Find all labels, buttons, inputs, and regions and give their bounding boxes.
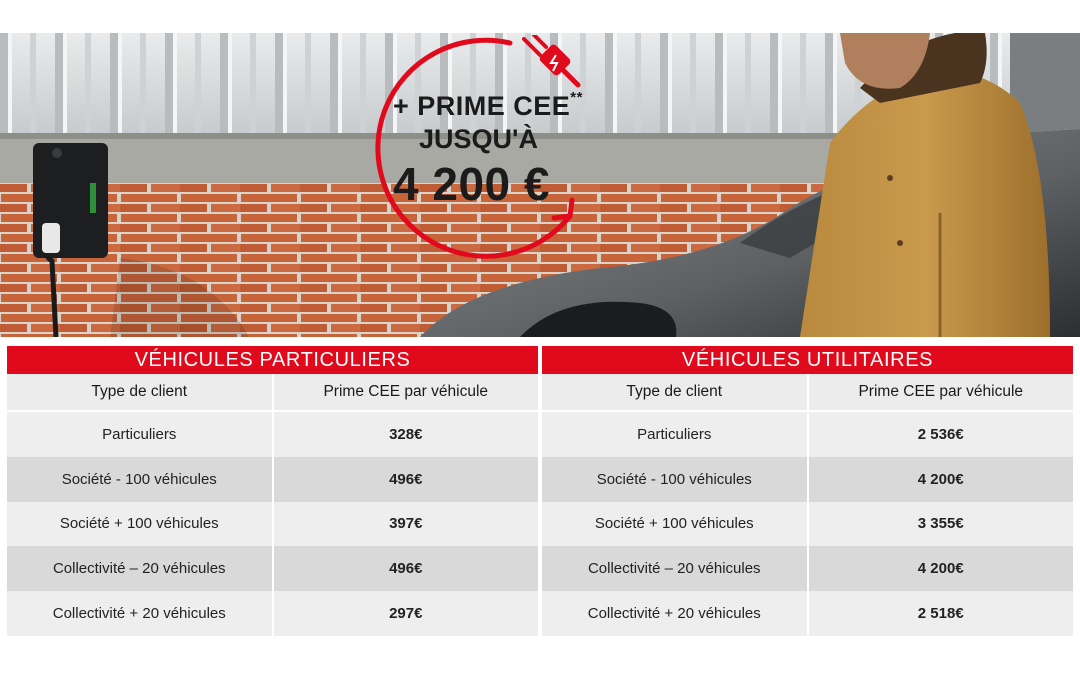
prime-value-cell: 297€ [272, 591, 539, 636]
table-row [7, 457, 538, 502]
client-type-cell: Particuliers [102, 425, 177, 443]
table-row [542, 457, 1073, 502]
column-header-prime: Prime CEE par véhicule [272, 374, 539, 410]
promo-subheadline: JUSQU'À [419, 124, 538, 154]
prime-value-cell: 2 518€ [807, 591, 1074, 636]
client-type-cell: Collectivité – 20 véhicules [587, 560, 761, 578]
client-type-cell: Collectivité + 20 véhicules [52, 605, 226, 623]
table-row [542, 412, 1073, 457]
prime-value-cell: 496€ [272, 457, 539, 502]
column-header-client-type: Type de client [91, 382, 188, 400]
column-header-prime: Prime CEE par véhicule [807, 374, 1074, 410]
table-header-row [542, 374, 1073, 412]
prime-value-cell: 4 200€ [807, 546, 1074, 591]
prime-value-cell: 328€ [272, 412, 539, 457]
table-title: VÉHICULES UTILITAIRES [542, 346, 1073, 374]
prime-value-cell: 397€ [272, 502, 539, 547]
table-row [7, 412, 538, 457]
promo-amount: 4 200 € [393, 158, 550, 210]
prime-value-cell: 4 200€ [807, 457, 1074, 502]
promo-headline: + PRIME CEE** [393, 89, 583, 121]
table-header-row [7, 374, 538, 412]
table-row [542, 546, 1073, 591]
client-type-cell: Société - 100 véhicules [596, 470, 752, 488]
table-row [7, 502, 538, 547]
client-type-cell: Collectivité – 20 véhicules [52, 560, 226, 578]
prime-value-cell: 2 536€ [807, 412, 1074, 457]
client-type-cell: Société + 100 véhicules [594, 515, 754, 533]
table-title: VÉHICULES PARTICULIERS [7, 346, 538, 374]
client-type-cell: Particuliers [637, 425, 712, 443]
table-vehicules-utilitaires [542, 346, 1073, 636]
client-type-cell: Société + 100 véhicules [59, 515, 219, 533]
prime-tables [7, 346, 1073, 636]
table-row [7, 591, 538, 636]
prime-value-cell: 496€ [272, 546, 539, 591]
promo-text [385, 91, 605, 211]
table-row [7, 546, 538, 591]
prime-value-cell: 3 355€ [807, 502, 1074, 547]
ev-plug-icon [520, 35, 584, 89]
table-row [542, 502, 1073, 547]
hero-banner [0, 33, 1080, 337]
client-type-cell: Collectivité + 20 véhicules [587, 605, 761, 623]
table-vehicules-particuliers [7, 346, 538, 636]
table-row [542, 591, 1073, 636]
client-type-cell: Société - 100 véhicules [61, 470, 217, 488]
column-header-client-type: Type de client [626, 382, 723, 400]
